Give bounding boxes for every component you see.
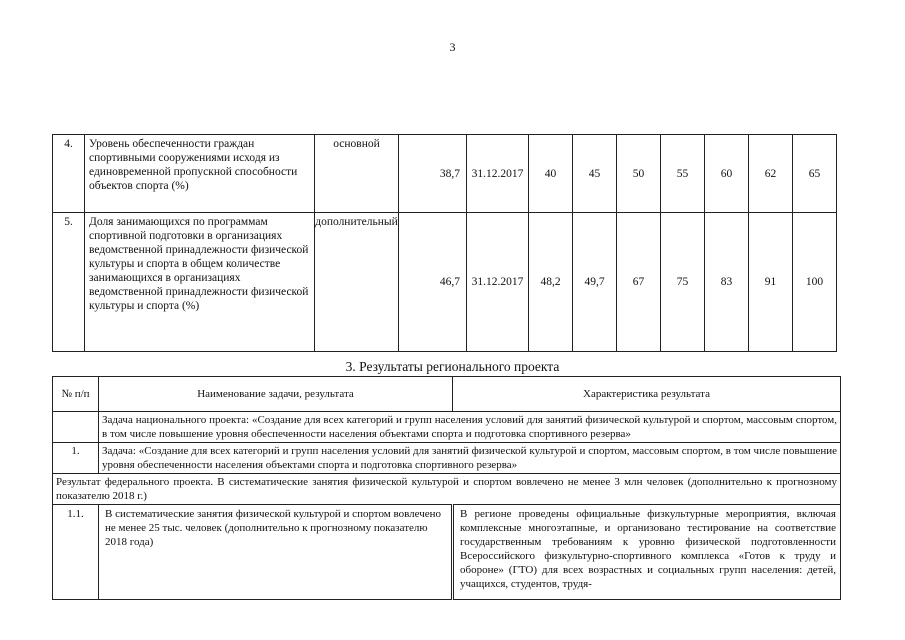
indicator-value: 62 (749, 135, 793, 213)
indicators-table (52, 134, 837, 352)
empty-cell (53, 412, 99, 443)
indicator-value: 60 (705, 135, 749, 213)
indicator-value: 65 (793, 135, 837, 213)
indicator-name: Уровень обеспеченности граждан спортивными сооружениями исходя из единовременной пропускной способности объектов спорта (%) (85, 135, 315, 213)
task-text: Задача: «Создание для всех категорий и групп населения условий для занятий физической культурой и спортом, массовым спортом, в том числе повышение уровня обеспеченности населения объектами спорта и подготовка спортивного резерва» (99, 443, 841, 474)
federal-result-text: Результат федерального проекта. В систематические занятия физической культурой и спортом вовлечено не менее 3 млн человек (дополнительно к прогнозному показателю 2018 г.) (53, 474, 841, 505)
indicator-value: 83 (705, 213, 749, 352)
federal-result-row (53, 474, 841, 505)
results-table (52, 376, 841, 600)
national-task-text: Задача национального проекта: «Создание для всех категорий и групп населения условий для занятий физической культурой и спортом, массовым спортом, в том числе повышение уровня обеспеченности населения объектами спорта и подготовка спортивного резерва» (99, 412, 841, 443)
indicator-number: 4. (53, 135, 85, 213)
results-header-row (53, 377, 841, 412)
result-item-characteristic: В регионе проведены официальные физкультурные мероприятия, включая комплексные многоэтапные, и организовано тестирование на соответствие государственным требованиям к уровню физической подготовленности Всероссийского физкультурно-спортивного комплекса «Готов к труду и обороне» (ГТО) для всех возрастных и социальных групп населения: детей, учащихся, студентов, трудя- (453, 505, 841, 600)
indicator-value: 67 (617, 213, 661, 352)
indicator-base-date: 31.12.2017 (467, 135, 529, 213)
indicator-value: 49,7 (573, 213, 617, 352)
result-item-row (53, 505, 841, 600)
indicator-row (53, 135, 837, 213)
indicator-value: 50 (617, 135, 661, 213)
result-item-name: В систематические занятия физической культурой и спортом вовлечено не менее 25 тыс. человек (дополнительно к прогнозному показателю 2018 года) (99, 505, 453, 600)
indicator-number: 5. (53, 213, 85, 352)
indicator-type: основной (315, 135, 399, 213)
task-row (53, 443, 841, 474)
indicator-value: 45 (573, 135, 617, 213)
indicator-value: 40 (529, 135, 573, 213)
indicator-base-value: 46,7 (399, 213, 467, 352)
indicator-type: дополнительный (315, 213, 399, 352)
indicator-value: 91 (749, 213, 793, 352)
header-number: № п/п (53, 377, 99, 412)
national-task-row (53, 412, 841, 443)
task-number: 1. (53, 443, 99, 474)
indicator-value: 55 (661, 135, 705, 213)
page-number: 3 (449, 40, 456, 54)
indicator-value: 75 (661, 213, 705, 352)
indicator-base-value: 38,7 (399, 135, 467, 213)
indicator-value: 48,2 (529, 213, 573, 352)
header-characteristic: Характеристика результата (453, 377, 841, 412)
section-title: 3. Результаты регионального проекта (345, 359, 560, 374)
indicator-value: 100 (793, 213, 837, 352)
header-name: Наименование задачи, результата (99, 377, 453, 412)
result-item-number: 1.1. (53, 505, 99, 600)
indicator-name: Доля занимающихся по программам спортивной подготовки в организациях ведомственной принадлежности физической культуры и спорта в общем количестве занимающихся в организациях ведомственной принадлежности физической культуры и спорта (%) (85, 213, 315, 352)
indicator-base-date: 31.12.2017 (467, 213, 529, 352)
indicator-row (53, 213, 837, 352)
